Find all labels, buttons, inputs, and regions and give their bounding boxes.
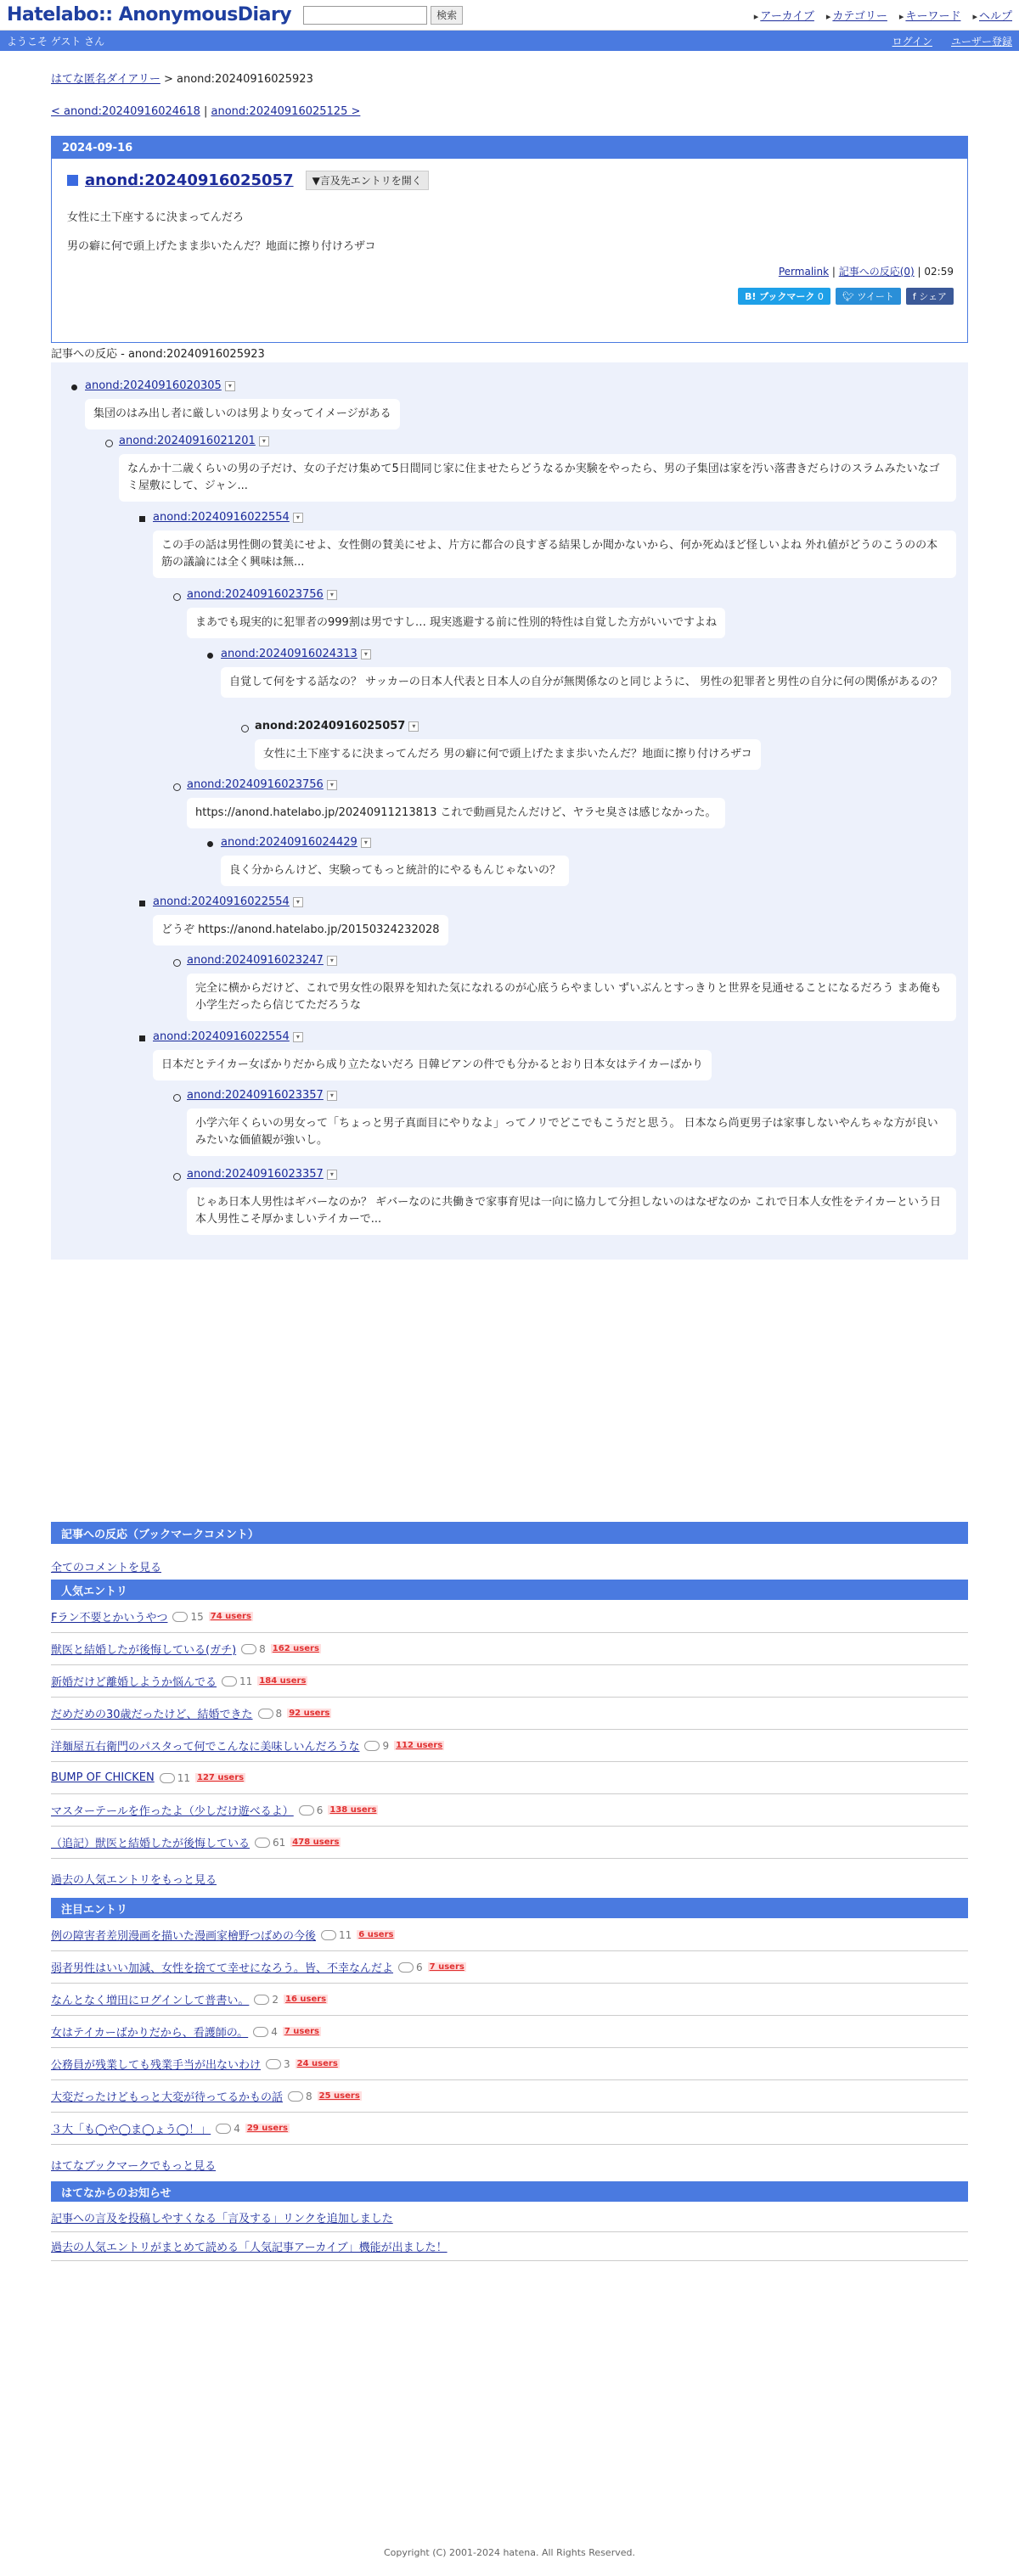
reaction-link[interactable]: anond:20240916023756 [187, 588, 324, 601]
reaction-bullet [187, 588, 956, 601]
popular-entry [51, 1601, 968, 1633]
next-entry-link[interactable]: anond:20240916025125 > [211, 105, 361, 118]
reaction-text: なんか十二歳くらいの男の子だけ、女の子だけ集めて5日間同じ家に住ませたらどうなるか実験をやったら、男の子集団は家を汚い落書きだらけのスラムみたいなゴミ屋敷にして、ジャン... [119, 454, 956, 502]
entry-meta: Permalink | 記事への反応(0) | 02:59 [778, 266, 954, 278]
dropdown-icon[interactable]: ▾ [293, 1032, 303, 1042]
reaction-tree [51, 362, 968, 1260]
reaction-link[interactable]: anond:20240916024429 [221, 836, 357, 849]
comment-count[interactable]: 8 [241, 1643, 266, 1655]
bookmark-users-badge[interactable]: 74 users [210, 1612, 251, 1621]
bookmark-users-badge[interactable]: 6 users [358, 1930, 394, 1939]
comment-bubble-icon [216, 2124, 231, 2134]
comment-bubble-icon [288, 2091, 303, 2102]
entry-link[interactable]: 弱者男性はいい加減、女性を捨てて幸せになろう。皆、不幸なんだよ [51, 1962, 394, 1975]
reaction-node [85, 379, 956, 429]
reaction-text: 小学六年くらいの男女って「ちょっと男子真面目にやりなよ」ってノリでどこでもこうだと思う。 日本なら尚更男子は家事しないやんちゃな方が良いみたいな価値観が強いし。 [187, 1108, 956, 1156]
comment-bubble-icon [241, 1644, 256, 1654]
entry-link[interactable]: ３大「も◯や◯ま◯ょう◯！」 [51, 2124, 211, 2136]
dropdown-icon[interactable]: ▾ [225, 381, 235, 391]
entry-link[interactable]: Fラン不要とかいうやつ [51, 1612, 168, 1625]
reaction-text: この手の話は男性側の賛美にせよ、女性側の賛美にせよ、片方に都合の良すぎる結果しか聞かないから、何か死ぬほど怪しいよね 外れ値がどうのこうのの本筋の議論には全く興味は無... [153, 530, 956, 578]
permalink-link[interactable]: Permalink [778, 266, 830, 278]
popular-entry [51, 1633, 968, 1665]
reaction-bullet [85, 379, 956, 392]
welcome-text: ようこそ ゲスト さん [7, 35, 105, 48]
reaction-text: 女性に土下座するに決まってんだろ 男の癖に何で頭上げたまま歩いたんだ？地面に擦り付けろザコ [255, 739, 761, 770]
reaction-link[interactable]: anond:20240916022554 [153, 895, 290, 908]
attention-entry [51, 1984, 968, 2016]
comment-bubble-icon [172, 1612, 188, 1622]
dropdown-icon[interactable]: ▾ [327, 1091, 337, 1101]
popular-more-link[interactable]: 過去の人気エントリをもっと見る [51, 1874, 217, 1887]
open-referenced-button[interactable]: ▼言及先エントリを開く [306, 171, 429, 190]
comment-count[interactable]: 61 [255, 1837, 285, 1849]
reactions-header: 記事への反応 - anond:20240916025923 [51, 345, 968, 364]
reaction-link[interactable]: anond:20240916025057 [255, 720, 406, 732]
entry-link[interactable]: 公務員が残業しても残業手当が出ないわけ [51, 2059, 262, 2072]
reaction-bullet [187, 1089, 956, 1102]
news-link[interactable]: 記事への言及を投稿しやすくなる「言及する」リンクを追加しました [51, 2213, 393, 2225]
reaction-bullet [187, 954, 956, 967]
bookmark-users-badge[interactable]: 184 users [259, 1676, 307, 1686]
attention-section-title: 注目エントリ [51, 1898, 968, 1918]
dropdown-icon[interactable]: ▾ [361, 838, 371, 848]
comment-count[interactable]: 8 [258, 1708, 283, 1720]
attention-more-link[interactable]: はてなブックマークでもっと見る [51, 2160, 217, 2173]
reactions-link[interactable]: 記事への反応(0) [838, 266, 915, 278]
dropdown-icon[interactable]: ▾ [408, 721, 419, 732]
reaction-link[interactable]: anond:20240916023247 [187, 954, 324, 967]
entry-square-icon [67, 175, 78, 186]
entry-link[interactable]: だめだめの30歳だったけど、結婚できた [51, 1709, 253, 1721]
entry-box [51, 136, 968, 343]
comment-count[interactable]: 9 [364, 1740, 389, 1752]
popular-entry [51, 1762, 968, 1794]
bookmark-users-badge[interactable]: 16 users [285, 1995, 327, 2004]
dropdown-icon[interactable]: ▾ [327, 780, 337, 790]
comment-bubble-icon [364, 1741, 380, 1751]
comment-bubble-icon [266, 2059, 281, 2069]
nav-archive[interactable]: ▸ アーカイブ [754, 7, 814, 23]
reaction-node [187, 588, 956, 638]
dropdown-icon[interactable]: ▾ [361, 649, 371, 659]
breadcrumb-home[interactable]: はてな匿名ダイアリー [51, 73, 160, 86]
attention-entry [51, 1951, 968, 1984]
comment-bubble-icon [222, 1676, 237, 1686]
reaction-link[interactable]: anond:20240916020305 [85, 379, 222, 392]
popular-entry [51, 1827, 968, 1859]
comment-count[interactable]: 6 [398, 1961, 423, 1973]
entry-link[interactable]: 洋麺屋五右衛門のパスタって何でこんなに美味しいんだろうな [51, 1741, 360, 1754]
comment-bubble-icon [254, 1995, 269, 2005]
bookmark-users-badge[interactable]: 162 users [272, 1644, 319, 1653]
bookmark-users-badge[interactable]: 478 users [292, 1838, 340, 1847]
bookmark-users-badge[interactable]: 7 users [284, 2027, 320, 2036]
comment-bubble-icon [398, 1962, 414, 1973]
pager-sep: | [200, 105, 211, 118]
attention-entry [51, 1919, 968, 1951]
attention-entry [51, 2080, 968, 2113]
comment-bubble-icon [160, 1773, 175, 1783]
reaction-link[interactable]: anond:20240916023357 [187, 1168, 324, 1181]
prev-entry-link[interactable]: < anond:20240916024618 [51, 105, 200, 118]
bookmark-users-badge[interactable]: 138 users [329, 1805, 377, 1815]
reaction-bullet [221, 648, 956, 660]
attention-entry [51, 2113, 968, 2145]
comment-count[interactable]: 2 [254, 1994, 279, 2006]
reaction-text: 自覚して何をする話なの？ サッカーの日本人代表と日本人の自分が無関係なのと同じように、 男性の犯罪者と男性の自分に何の関係があるの？ [221, 667, 951, 698]
reaction-bullet [187, 778, 956, 791]
comment-count[interactable]: 11 [222, 1675, 252, 1687]
bookmark-section-title: 記事への反応（ブックマークコメント） [51, 1522, 968, 1544]
tweet-button[interactable]: 🐦︎ ツイート [836, 288, 901, 305]
popular-entry [51, 1665, 968, 1698]
entry-link[interactable]: BUMP OF CHICKEN [51, 1771, 155, 1784]
login-link[interactable]: ログイン [892, 35, 932, 48]
search-form [303, 6, 463, 25]
entry-line: 女性に土下座するに決まってんだろ [67, 211, 245, 224]
comment-count[interactable]: 4 [253, 2026, 278, 2038]
reaction-bullet [153, 511, 956, 524]
reaction-text: じゃあ日本人男性はギバーなのか？ ギバーなのに共働きで家事育児は一向に協力して分担しないのはなぜなのか これで日本人女性をテイカーという日本人男性こそ厚かましいテイカーで... [187, 1187, 956, 1235]
news-link[interactable]: 過去の人気エントリがまとめて読める「人気記事アーカイブ」機能が出ました！ [51, 2242, 448, 2254]
reaction-text: 良く分からんけど、実験ってもっと統計的にやるもんじゃないの？ [221, 856, 569, 886]
register-link[interactable]: ユーザー登録 [950, 35, 1012, 48]
entry-link[interactable]: 新婚だけど離婚しようか悩んでる [51, 1676, 217, 1689]
search-input[interactable] [303, 6, 427, 25]
entry-link[interactable]: なんとなく増田にログインして普書い。 [51, 1995, 250, 2007]
facebook-icon: f [912, 291, 916, 302]
reaction-text: まあでも現実的に犯罪者の999割は男ですし… 現実逃避する前に性別的特性は自覚した方がいいですよね [187, 608, 725, 638]
dropdown-icon[interactable]: ▾ [259, 436, 269, 446]
reaction-link[interactable]: anond:20240916022554 [153, 511, 290, 524]
bookmark-users-badge[interactable]: 29 users [246, 2124, 288, 2133]
site-logo[interactable]: Hatelabo:: AnonymousDiary [7, 4, 292, 25]
reaction-link[interactable]: anond:20240916022554 [153, 1030, 290, 1043]
entry-line: 男の癖に何で頭上げたまま歩いたんだ？地面に擦り付けろザコ [67, 240, 376, 254]
entry-body [67, 209, 954, 256]
news-section-title: はてなからのお知らせ [51, 2181, 968, 2202]
site-header [0, 0, 1019, 31]
dropdown-icon[interactable]: ▾ [327, 1170, 337, 1180]
entry-date: 2024-09-16 [52, 137, 967, 159]
entry-link[interactable]: 獣医と結婚したが後悔している(ガチ) [51, 1644, 237, 1657]
bookmark-count: 0 [817, 291, 824, 302]
entry-link[interactable]: 例の障害者差別漫画を描いた漫画家檜野つばめの今後 [51, 1930, 317, 1943]
entry-title[interactable]: anond:20240916025057 [85, 171, 294, 189]
reaction-node [187, 1089, 956, 1156]
entry-link[interactable]: 女はテイカーばかりだから、看護師の。 [51, 2027, 249, 2040]
facebook-share-button[interactable]: f シェア [906, 288, 954, 305]
dropdown-icon[interactable]: ▾ [293, 513, 303, 523]
bookmark-button[interactable]: B! ブックマーク 0 [738, 288, 830, 305]
bookmark-users-badge[interactable]: 112 users [396, 1741, 443, 1750]
comment-count[interactable]: 4 [216, 2123, 240, 2135]
reaction-node [119, 435, 956, 502]
comment-bubble-icon [253, 2027, 268, 2037]
reaction-node [153, 511, 956, 578]
reaction-bullet [255, 720, 956, 732]
news-item [51, 2203, 968, 2232]
reaction-text: 日本だとテイカー女ばかりだから成り立たないだろ 日韓ビアンの件でも分かるとおり日本女はテイカーばかり [153, 1050, 712, 1080]
news-item [51, 2232, 968, 2261]
entry-link[interactable]: （追記）獣医と結婚したが後悔している [51, 1838, 251, 1850]
reaction-node [187, 778, 956, 828]
reaction-text: https://anond.hatelabo.jp/20240911213813 これで動画見たんだけど、ヤラセ臭さは感じなかった。 [187, 798, 725, 828]
reaction-bullet [153, 1030, 956, 1043]
dropdown-icon[interactable]: ▾ [293, 897, 303, 907]
nav-help[interactable]: ▸ ヘルプ [972, 7, 1012, 23]
attention-entry [51, 2016, 968, 2048]
reaction-link[interactable]: anond:20240916021201 [119, 435, 256, 447]
bookmark-users-badge[interactable]: 127 users [196, 1773, 245, 1782]
bookmark-users-badge[interactable]: 24 users [296, 2059, 338, 2068]
bookmark-users-badge[interactable]: 25 users [318, 2091, 360, 2101]
reaction-bullet [153, 895, 956, 908]
reaction-node [187, 954, 956, 1021]
reaction-link[interactable]: anond:20240916023357 [187, 1089, 324, 1102]
comment-bubble-icon [299, 1805, 314, 1816]
reaction-link[interactable]: anond:20240916024313 [221, 648, 357, 660]
top-nav [754, 7, 1012, 23]
search-button[interactable]: 検索 [431, 6, 463, 25]
breadcrumb-current: anond:20240916025923 [177, 73, 313, 86]
bookmark-users-badge[interactable]: 7 users [429, 1962, 464, 1972]
entry-link[interactable]: 大変だったけどもっと大変が待ってるかもの話 [51, 2091, 284, 2104]
comment-count[interactable]: 11 [160, 1772, 190, 1784]
reaction-node [221, 648, 956, 698]
reaction-node [187, 1168, 956, 1235]
share-buttons [738, 288, 954, 305]
reaction-bullet [221, 836, 956, 849]
reaction-node [153, 895, 956, 946]
reaction-node [153, 1030, 956, 1080]
breadcrumb [51, 70, 968, 86]
comment-count[interactable]: 6 [299, 1804, 324, 1816]
entry-time: | 02:59 [917, 266, 954, 278]
reaction-bullet [187, 1168, 956, 1181]
bookmark-users-badge[interactable]: 92 users [289, 1709, 330, 1718]
popular-entry [51, 1730, 968, 1762]
twitter-icon: 🐦︎ [842, 291, 854, 302]
popular-section-title: 人気エントリ [51, 1580, 968, 1600]
comment-count[interactable]: 3 [266, 2058, 290, 2070]
comment-count[interactable]: 15 [172, 1611, 203, 1623]
dropdown-icon[interactable]: ▾ [327, 956, 337, 966]
reaction-text: 完全に横からだけど、これで男女性の限界を知れた気になれるのが心底うらやましい ずいぶんとすっきりと世界を見通せることになるだろう まあ俺も小学生だったら信じてただろうな [187, 974, 956, 1021]
comment-bubble-icon [255, 1838, 270, 1848]
user-bar [0, 31, 1019, 51]
reaction-link[interactable]: anond:20240916023756 [187, 778, 324, 791]
reaction-bullet [119, 435, 956, 447]
dropdown-icon[interactable]: ▾ [327, 590, 337, 600]
popular-entry [51, 1794, 968, 1827]
reaction-node [255, 720, 956, 770]
breadcrumb-sep: > [160, 73, 177, 86]
nav-category[interactable]: ▸ カテゴリー [826, 7, 887, 23]
all-comments-link[interactable]: 全てのコメントを見る [51, 1562, 162, 1574]
popular-entry [51, 1698, 968, 1730]
pager [51, 105, 968, 118]
attention-entry [51, 2048, 968, 2080]
reaction-text: どうぞ https://anond.hatelabo.jp/20150324232028 [153, 915, 448, 946]
reaction-text: 集団のはみ出し者に厳しいのは男より女ってイメージがある [85, 399, 400, 429]
entry-link[interactable]: マスターテールを作ったよ（少しだけ遊べるよ） [51, 1805, 294, 1818]
comment-bubble-icon [258, 1709, 273, 1719]
comment-count[interactable]: 11 [321, 1929, 352, 1941]
footer: Copyright (C) 2001-2024 hatena. All Rights Reserved. [384, 2547, 635, 2558]
comment-bubble-icon [321, 1930, 336, 1940]
nav-keyword[interactable]: ▸ キーワード [899, 7, 961, 23]
comment-count[interactable]: 8 [288, 2091, 312, 2102]
reaction-node [221, 836, 956, 886]
